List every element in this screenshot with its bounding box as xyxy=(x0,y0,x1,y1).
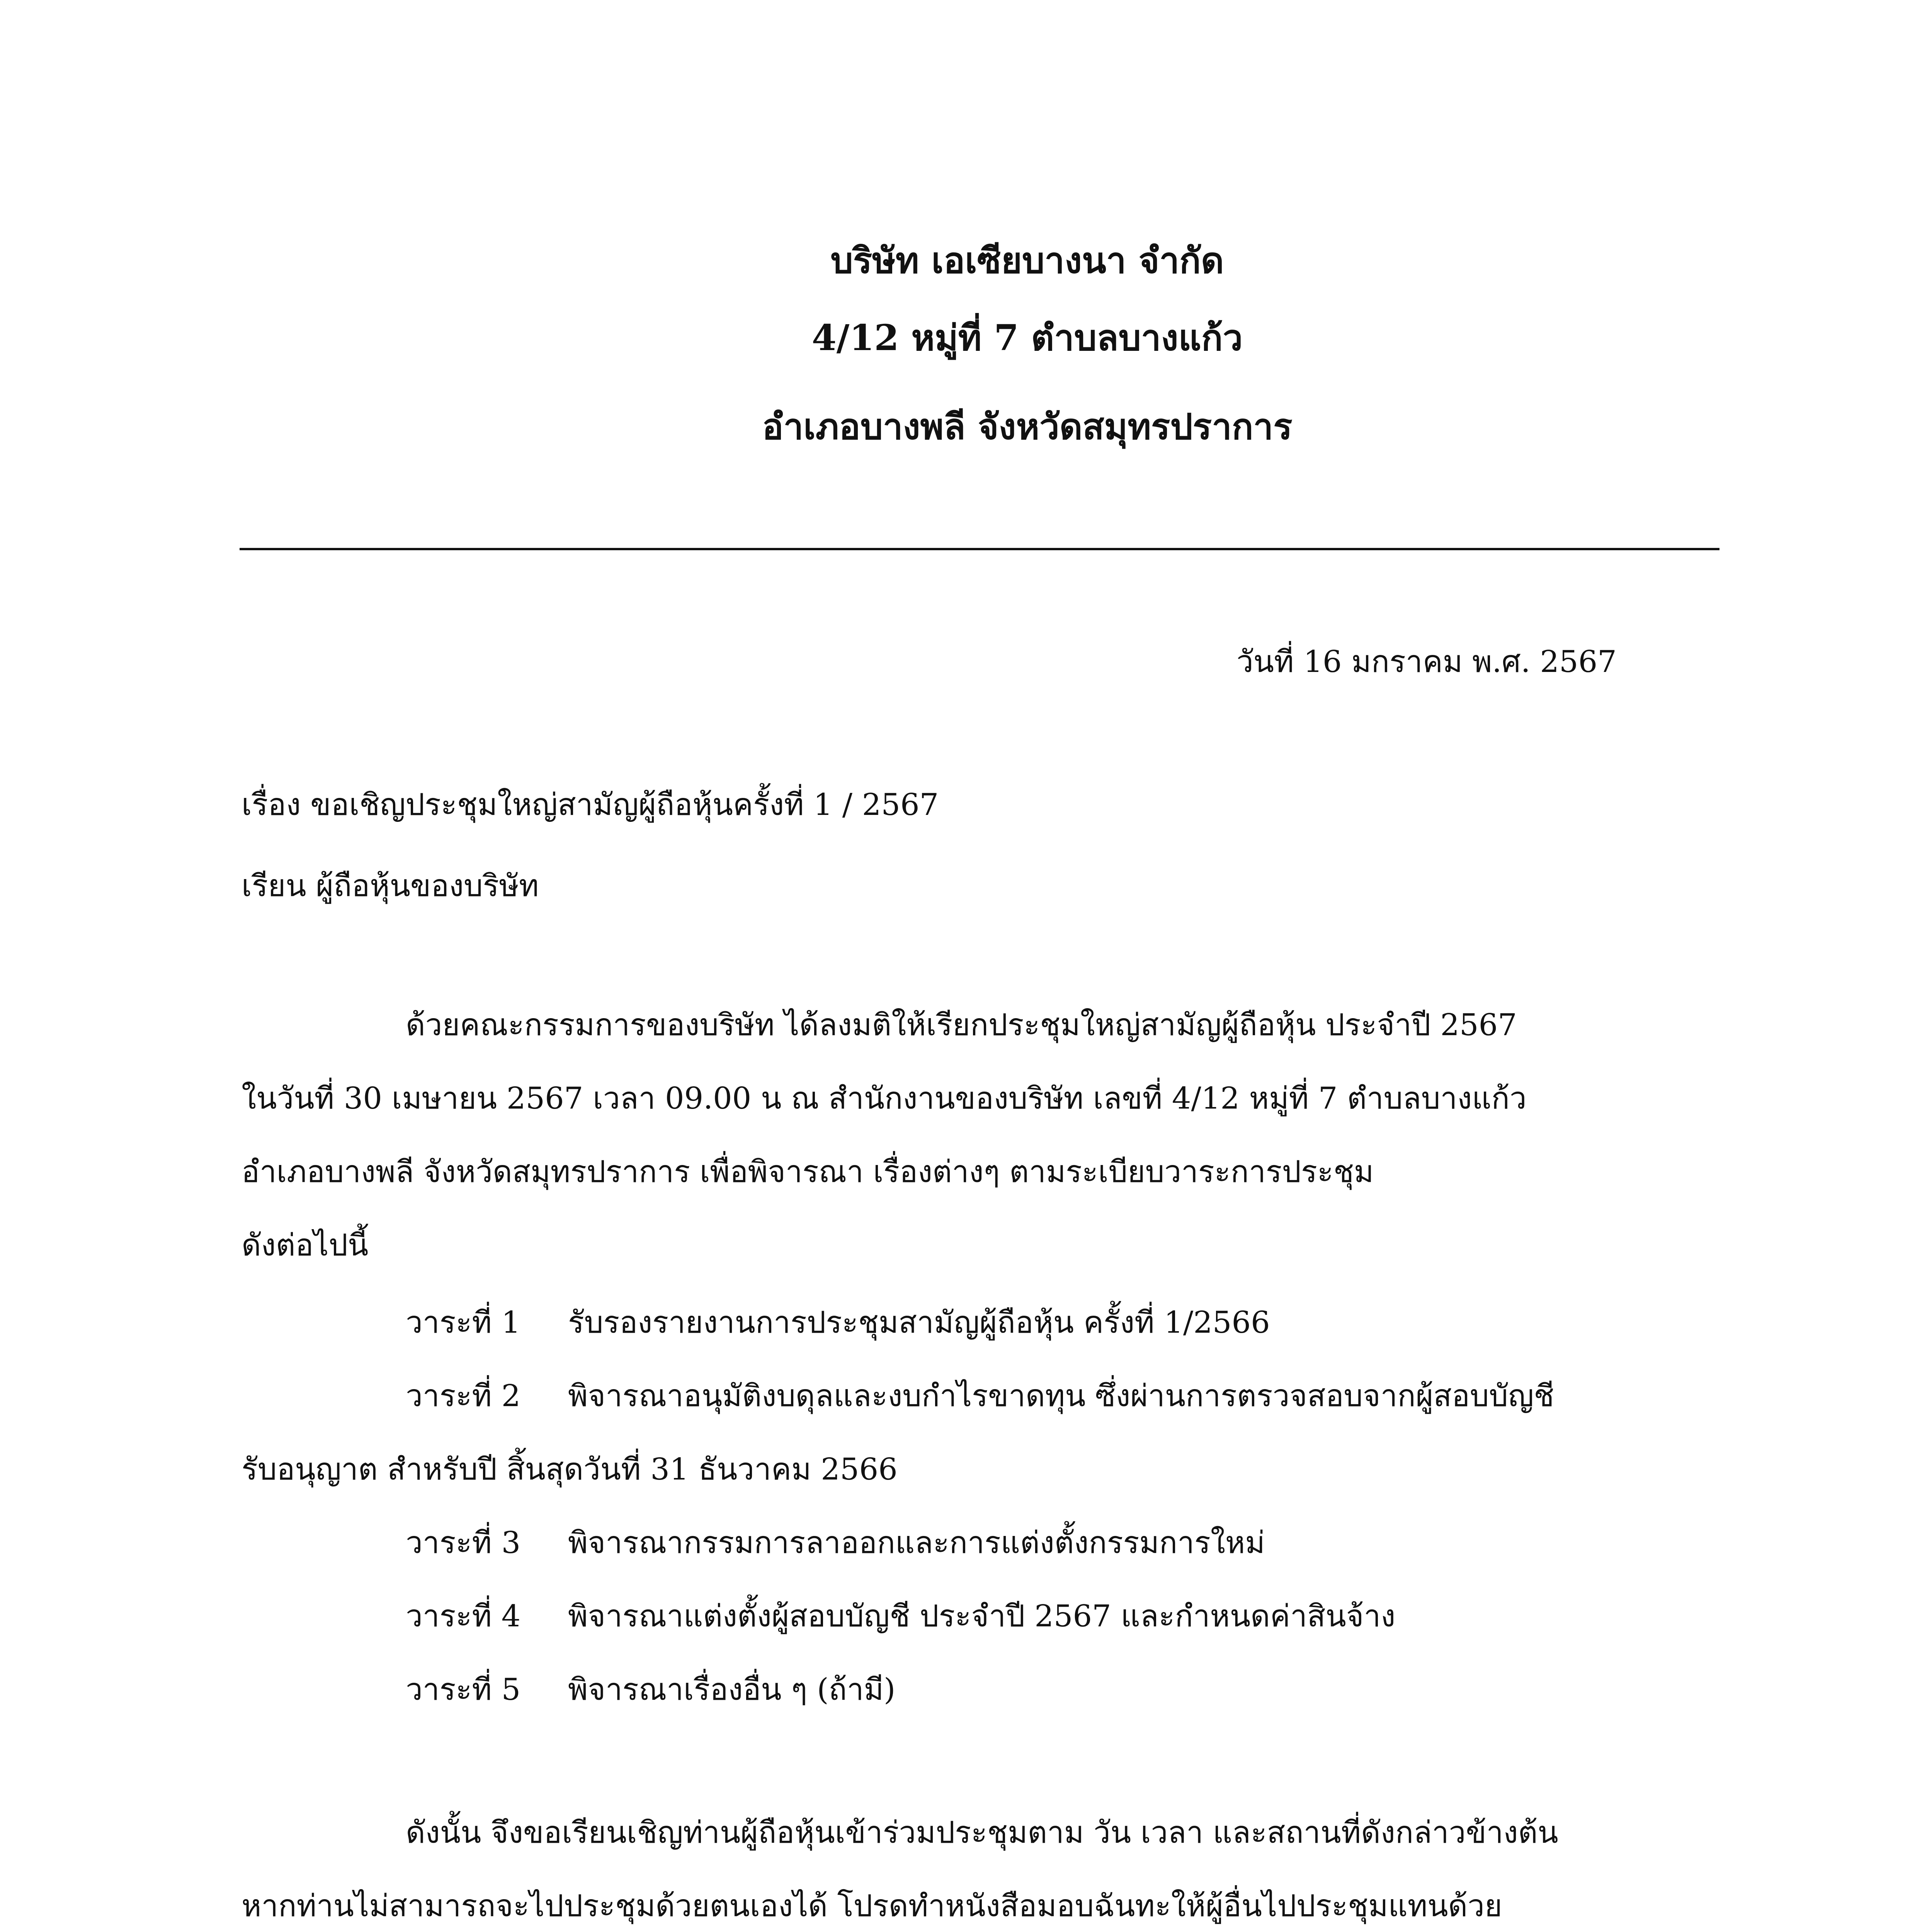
address-line-2: อำเภอบางพลี จังหวัดสมุทรปราการ xyxy=(762,406,1293,447)
agenda-2-text: พิจารณาอนุมัติงบดุลและงบกำไรขาดทุน ซึ่งผ่านการตรวจสอบจากผู้สอบบัญชี xyxy=(568,1379,1554,1413)
agenda-1-text: รับรองรายงานการประชุมสามัญผู้ถือหุ้น ครั้งที่ 1/2566 xyxy=(568,1305,1270,1340)
company-name: บริษัท เอเซียบางนา จำกัด xyxy=(830,240,1224,281)
header-divider xyxy=(240,548,1719,550)
agenda-4-text: พิจารณาแต่งตั้งผู้สอบบัญชี ประจำปี 2567 และกำหนดค่าสินจ้าง xyxy=(568,1599,1396,1634)
recipient-line: เรียน ผู้ถือหุ้นของบริษัท xyxy=(242,869,539,903)
date-line: วันที่ 16 มกราคม พ.ศ. 2567 xyxy=(1236,645,1617,679)
body-line-4: ดังต่อไปนี้ xyxy=(242,1228,369,1263)
agenda-5-text: พิจารณาเรื่องอื่น ๆ (ถ้ามี) xyxy=(568,1672,896,1707)
agenda-5-label: วาระที่ 5 xyxy=(406,1672,521,1707)
body-line-1: ด้วยคณะกรรมการของบริษัท ได้ลงมติให้เรียกประชุมใหญ่สามัญผู้ถือหุ้น ประจำปี 2567 xyxy=(406,1008,1517,1043)
agenda-3-label: วาระที่ 3 xyxy=(406,1526,521,1560)
subject-line: เรื่อง ขอเชิญประชุมใหญ่สามัญผู้ถือหุ้นครั้งที่ 1 / 2567 xyxy=(242,787,939,822)
body-line-2: ในวันที่ 30 เมษายน 2567 เวลา 09.00 น ณ สำนักงานของบริษัท เลขที่ 4/12 หมู่ที่ 7 ตำบลบางแก้ว xyxy=(242,1081,1527,1116)
address-line-1: 4/12 หมู่ที่ 7 ตำบลบางแก้ว xyxy=(811,317,1243,359)
body-line-3: อำเภอบางพลี จังหวัดสมุทรปราการ เพื่อพิจารณา เรื่องต่างๆ ตามระเบียบวาระการประชุม xyxy=(242,1155,1374,1189)
closing-line-1: ดังนั้น จึงขอเรียนเชิญท่านผู้ถือหุ้นเข้าร่วมประชุมตาม วัน เวลา และสถานที่ดังกล่าวข้างต้น xyxy=(406,1815,1558,1850)
agenda-2-continuation: รับอนุญาต สำหรับปี สิ้นสุดวันที่ 31 ธันวาคม 2566 xyxy=(242,1452,898,1487)
agenda-4-label: วาระที่ 4 xyxy=(406,1599,521,1634)
agenda-2-label: วาระที่ 2 xyxy=(406,1379,521,1413)
agenda-1-label: วาระที่ 1 xyxy=(406,1305,521,1340)
closing-line-2: หากท่านไม่สามารถจะไปประชุมด้วยตนเองได้ โปรดทำหนังสือมอบฉันทะให้ผู้อื่นไปประชุมแทนด้วย xyxy=(242,1889,1502,1923)
agenda-3-text: พิจารณากรรมการลาออกและการแต่งตั้งกรรมการใหม่ xyxy=(568,1526,1265,1560)
